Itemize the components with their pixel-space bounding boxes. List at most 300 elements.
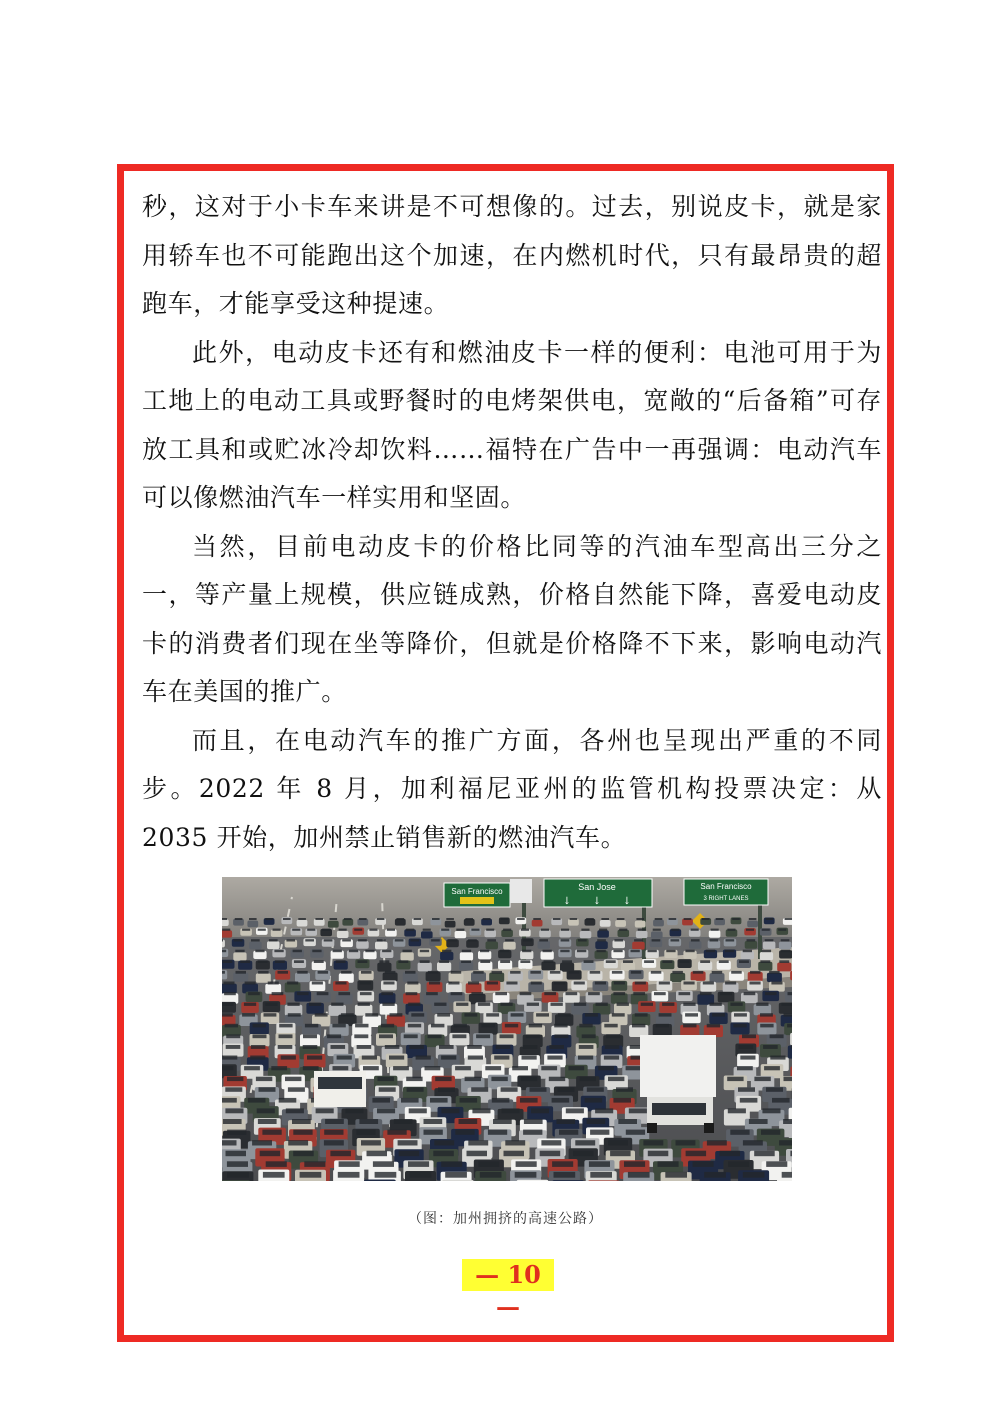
car-window xyxy=(531,1108,549,1113)
car-window xyxy=(561,939,570,941)
car-window xyxy=(312,982,323,985)
car xyxy=(790,971,792,980)
car-window xyxy=(341,1013,354,1016)
car xyxy=(466,983,482,993)
car-window xyxy=(726,939,735,941)
car-window xyxy=(737,1066,753,1070)
car-window xyxy=(406,992,418,995)
car-window xyxy=(530,1087,547,1092)
car-window xyxy=(614,939,623,941)
car-window xyxy=(492,1098,510,1103)
car-window xyxy=(488,1130,507,1135)
car-window xyxy=(333,1066,349,1070)
car-window xyxy=(287,982,298,985)
car-window xyxy=(700,960,710,963)
car xyxy=(741,951,754,959)
paragraph-2: 此外，电动皮卡还有和燃油皮卡一样的便利：电池可用于为工地上的电动工具或野餐时的电烤架供电，宽敞的“后备箱”可存放工具和或贮冰冷却饮料……福特在广告中一再强调：电动汽车可以像燃油汽车一样实用和坚固。 xyxy=(142,337,882,512)
car-window xyxy=(712,971,723,974)
car-window xyxy=(710,939,719,941)
car-window xyxy=(750,971,761,974)
car-window xyxy=(248,1098,266,1103)
car-window xyxy=(358,939,367,941)
car-window xyxy=(300,1172,322,1178)
car xyxy=(328,921,339,928)
car-window xyxy=(454,1024,467,1028)
car-window xyxy=(305,1024,318,1028)
car-window xyxy=(740,1098,758,1103)
car-window xyxy=(533,918,541,920)
car-window xyxy=(635,1013,648,1016)
car-window xyxy=(691,939,700,941)
car-window xyxy=(222,1098,237,1103)
car-window xyxy=(700,992,712,995)
car-window xyxy=(512,1066,528,1070)
highway-traffic-photo xyxy=(222,877,792,1181)
car-window xyxy=(425,1066,441,1070)
car xyxy=(635,921,646,928)
car-window xyxy=(716,918,724,920)
car-window xyxy=(765,939,774,941)
car-window xyxy=(318,971,329,974)
car xyxy=(615,920,626,927)
car-window xyxy=(785,918,792,920)
car-window xyxy=(769,971,780,974)
car-window xyxy=(740,1056,755,1060)
car-window xyxy=(456,929,464,931)
car-window xyxy=(712,1013,725,1016)
car-window xyxy=(719,960,729,963)
car-window xyxy=(361,1140,381,1145)
car-window xyxy=(707,1140,727,1145)
car-window xyxy=(288,1013,301,1016)
car-window xyxy=(297,971,308,974)
car-window xyxy=(397,918,405,920)
car-window xyxy=(638,929,646,931)
car-window xyxy=(325,1119,344,1124)
car-window xyxy=(476,1034,490,1038)
car-window xyxy=(655,918,663,920)
car-window xyxy=(517,918,525,920)
car xyxy=(233,973,248,982)
car-window xyxy=(424,1119,443,1124)
car-window xyxy=(764,1066,780,1070)
svg-text:↓: ↓ xyxy=(622,896,632,907)
car xyxy=(777,963,791,972)
car-window xyxy=(636,918,644,920)
car-window xyxy=(431,939,440,941)
car-window xyxy=(590,1130,609,1135)
car xyxy=(353,928,365,935)
car-window xyxy=(441,929,449,931)
car-window xyxy=(251,939,260,941)
car-window xyxy=(471,929,479,931)
car-window xyxy=(462,950,471,953)
car-window xyxy=(527,1003,539,1006)
car-window xyxy=(586,918,594,920)
car-window xyxy=(623,960,633,963)
car-window xyxy=(665,1172,687,1178)
car-window xyxy=(354,929,362,931)
car-window xyxy=(574,982,585,985)
car-window xyxy=(433,1151,454,1157)
car-window xyxy=(256,1077,272,1081)
car-window xyxy=(522,950,531,953)
box-truck xyxy=(640,1035,716,1133)
car-window xyxy=(293,1151,314,1157)
car-window xyxy=(643,1140,663,1145)
car xyxy=(267,941,280,949)
car-window xyxy=(222,1056,237,1060)
car-window xyxy=(706,950,715,953)
car-window xyxy=(606,1034,620,1038)
car-window xyxy=(278,1045,293,1049)
car-window xyxy=(286,1108,304,1113)
car-window xyxy=(710,1003,722,1006)
car xyxy=(418,963,432,972)
car-window xyxy=(394,1119,413,1124)
svg-text:↓: ↓ xyxy=(592,896,602,907)
car-window xyxy=(249,918,257,920)
car-window xyxy=(554,1172,576,1178)
car-window xyxy=(654,992,666,995)
car-window xyxy=(314,960,324,963)
car-window xyxy=(635,982,646,985)
sign-text-1: San Francisco xyxy=(451,887,503,896)
car-window xyxy=(379,1034,393,1038)
car xyxy=(363,951,376,959)
car-window xyxy=(222,918,227,920)
car-window xyxy=(438,1087,455,1092)
car-window xyxy=(303,1034,317,1038)
car-window xyxy=(573,1151,594,1157)
car-window xyxy=(222,1003,234,1006)
car xyxy=(502,1022,521,1034)
car-window xyxy=(303,1066,319,1070)
car-window xyxy=(747,939,756,941)
car-window xyxy=(382,1003,394,1006)
car-window xyxy=(671,929,679,931)
car-window xyxy=(399,1151,420,1157)
car-window xyxy=(658,1161,679,1167)
car-window xyxy=(500,960,510,963)
car-window xyxy=(588,992,600,995)
car xyxy=(632,942,645,950)
car-window xyxy=(468,1056,483,1060)
car-window xyxy=(298,918,306,920)
car-window xyxy=(464,1013,477,1016)
car-window xyxy=(262,1130,281,1135)
car-window xyxy=(278,971,289,974)
car-window xyxy=(483,918,491,920)
car-window xyxy=(429,982,440,985)
car-window xyxy=(750,982,761,985)
car-window xyxy=(431,1024,444,1028)
sign-text-3: San Francisco xyxy=(700,882,752,891)
car-window xyxy=(728,1108,746,1113)
car-window xyxy=(480,1172,502,1178)
car-window xyxy=(344,918,352,920)
car-window xyxy=(359,1119,378,1124)
car-window xyxy=(359,918,367,920)
car-window xyxy=(725,950,734,953)
car-window xyxy=(369,929,377,931)
car-window xyxy=(725,982,736,985)
car-window xyxy=(406,929,414,931)
car-window xyxy=(303,1045,318,1049)
car-window xyxy=(616,1087,633,1092)
car-window xyxy=(781,939,790,941)
car-window xyxy=(568,1066,584,1070)
car-window xyxy=(275,960,285,963)
car xyxy=(745,941,758,949)
car-window xyxy=(223,1119,242,1124)
car xyxy=(486,942,499,950)
car-window xyxy=(358,1003,370,1006)
car-window xyxy=(746,929,754,931)
car-window xyxy=(766,1087,783,1092)
car xyxy=(356,941,369,949)
car-window xyxy=(393,1066,409,1070)
car-window xyxy=(783,1119,792,1124)
car-window xyxy=(613,992,625,995)
car-window xyxy=(235,918,243,920)
car-window xyxy=(439,960,449,963)
car-window xyxy=(461,960,471,963)
car-window xyxy=(587,1087,604,1092)
car-window xyxy=(456,1003,468,1006)
car-window xyxy=(258,1119,277,1124)
car-window xyxy=(451,992,463,995)
car-window xyxy=(782,1172,792,1178)
car-window xyxy=(390,1013,403,1016)
car-window xyxy=(662,960,672,963)
car-window xyxy=(730,1130,749,1135)
car-window xyxy=(288,1140,308,1145)
car-window xyxy=(324,1130,343,1135)
car-window xyxy=(322,929,330,931)
car-window xyxy=(442,950,451,953)
car-window xyxy=(363,1066,379,1070)
car-window xyxy=(784,1013,793,1016)
car-window xyxy=(372,1098,390,1103)
car-window xyxy=(287,1003,299,1006)
car-window xyxy=(693,1161,714,1167)
car-window xyxy=(405,971,416,974)
car-window xyxy=(434,1140,454,1145)
car xyxy=(767,973,782,982)
car-window xyxy=(553,918,561,920)
car-window xyxy=(779,960,789,963)
car-window xyxy=(222,929,230,931)
car-window xyxy=(734,1013,747,1016)
car-window xyxy=(598,1066,614,1070)
car xyxy=(552,1180,584,1181)
car xyxy=(383,973,398,982)
car-window xyxy=(556,1119,575,1124)
car-window xyxy=(452,1034,466,1038)
car-window xyxy=(487,939,496,941)
car-window xyxy=(584,960,594,963)
car-window xyxy=(765,918,773,920)
car-window xyxy=(222,939,223,941)
car-window xyxy=(606,960,616,963)
car-window xyxy=(585,1013,598,1016)
car-window xyxy=(618,1119,637,1124)
car-window xyxy=(612,1013,625,1016)
car xyxy=(449,973,464,982)
car-window xyxy=(744,992,756,995)
car-window xyxy=(659,982,670,985)
car-window xyxy=(362,1056,377,1060)
car-window xyxy=(544,960,554,963)
car-window xyxy=(781,950,790,953)
car-window xyxy=(465,1077,481,1081)
car xyxy=(790,1033,792,1046)
car-window xyxy=(297,992,309,995)
page-number-badge: — 10 — xyxy=(462,1259,554,1291)
car-window xyxy=(406,1077,422,1081)
car-window xyxy=(471,1087,488,1092)
car xyxy=(651,931,663,938)
car-window xyxy=(365,1013,378,1016)
car-window xyxy=(495,992,507,995)
car-window xyxy=(378,1077,394,1081)
car-window xyxy=(631,950,640,953)
car-window xyxy=(727,929,735,931)
car-window xyxy=(749,1119,768,1124)
car-window xyxy=(472,1108,490,1113)
car-window xyxy=(763,1045,778,1049)
car-window xyxy=(441,1056,456,1060)
car-window xyxy=(414,918,422,920)
car-window xyxy=(341,971,352,974)
car-window xyxy=(648,1151,669,1157)
car-window xyxy=(317,992,329,995)
car-window xyxy=(738,1087,755,1092)
car-window xyxy=(651,971,662,974)
car-window xyxy=(760,960,770,963)
car-window xyxy=(756,1003,768,1006)
car-window xyxy=(503,929,511,931)
car-window xyxy=(420,950,429,953)
car-window xyxy=(486,1013,499,1016)
car xyxy=(337,931,349,938)
car-window xyxy=(505,939,514,941)
car-window xyxy=(605,1045,620,1049)
car-window xyxy=(619,929,627,931)
car xyxy=(489,973,504,982)
car xyxy=(709,930,721,937)
car-window xyxy=(486,929,494,931)
car-window xyxy=(523,1045,538,1049)
car-window xyxy=(281,1056,296,1060)
car-window xyxy=(258,971,269,974)
car xyxy=(297,920,308,927)
car-window xyxy=(631,971,642,974)
car-window xyxy=(552,1161,573,1167)
car-window xyxy=(760,1024,773,1028)
car-window xyxy=(778,929,786,931)
car-window xyxy=(387,1130,406,1135)
car-window xyxy=(324,1140,344,1145)
car-window xyxy=(361,971,372,974)
car xyxy=(233,952,246,960)
car-window xyxy=(505,1140,525,1145)
car-window xyxy=(581,929,589,931)
car-window xyxy=(739,1045,754,1049)
car-window xyxy=(685,950,694,953)
car-window xyxy=(656,1024,669,1028)
car-window xyxy=(377,939,386,941)
car-window xyxy=(379,1087,396,1092)
car-window xyxy=(539,939,548,941)
car xyxy=(445,921,456,928)
car-window xyxy=(304,1161,325,1167)
car-window xyxy=(787,1024,792,1028)
car-window xyxy=(762,1108,780,1113)
car-window xyxy=(286,939,295,941)
car-window xyxy=(648,950,657,953)
car-window xyxy=(731,971,742,974)
car-window xyxy=(554,1024,567,1028)
car-window xyxy=(240,960,250,963)
car xyxy=(460,952,473,960)
car-window xyxy=(222,960,232,963)
car-window xyxy=(492,971,503,974)
white-van xyxy=(314,1071,366,1107)
car-window xyxy=(579,1045,594,1049)
car-window xyxy=(408,1024,421,1028)
car-window xyxy=(324,939,333,941)
car xyxy=(484,930,496,937)
car-window xyxy=(336,960,346,963)
car-window xyxy=(481,1024,494,1028)
sign-text-2: San Jose xyxy=(578,882,616,892)
car-window xyxy=(541,1066,557,1070)
car-window xyxy=(671,939,680,941)
car-window xyxy=(293,950,302,953)
car-window xyxy=(524,1119,543,1124)
car-window xyxy=(264,1013,277,1016)
car-window xyxy=(551,1003,563,1006)
car-window xyxy=(730,1003,742,1006)
car-window xyxy=(441,1161,462,1167)
car-window xyxy=(684,982,695,985)
car-window xyxy=(754,1077,770,1081)
car xyxy=(222,984,237,994)
car xyxy=(636,931,648,938)
car-window xyxy=(520,992,532,995)
car-window xyxy=(381,992,393,995)
car-window xyxy=(283,918,291,920)
highway-sign-2 xyxy=(544,879,652,907)
car-window xyxy=(315,1013,328,1016)
car xyxy=(442,1180,474,1181)
car xyxy=(377,963,391,972)
paragraph-4: 而且，在电动汽车的推广方面，各州也呈现出严重的不同步。2022 年 8 月，加利福尼亚州的监管机构投票决定：从 2035 开始，加州禁止销售新的燃油汽车。 xyxy=(142,725,882,852)
car-window xyxy=(327,1034,341,1038)
car-window xyxy=(234,939,243,941)
car-window xyxy=(227,1130,246,1135)
car-window xyxy=(339,1161,360,1167)
car-window xyxy=(582,1034,596,1038)
car-window xyxy=(496,1045,511,1049)
car-window xyxy=(338,1172,360,1178)
highway-sign-3 xyxy=(684,879,768,905)
car xyxy=(364,1180,396,1182)
car xyxy=(559,930,571,937)
car-window xyxy=(432,918,440,920)
